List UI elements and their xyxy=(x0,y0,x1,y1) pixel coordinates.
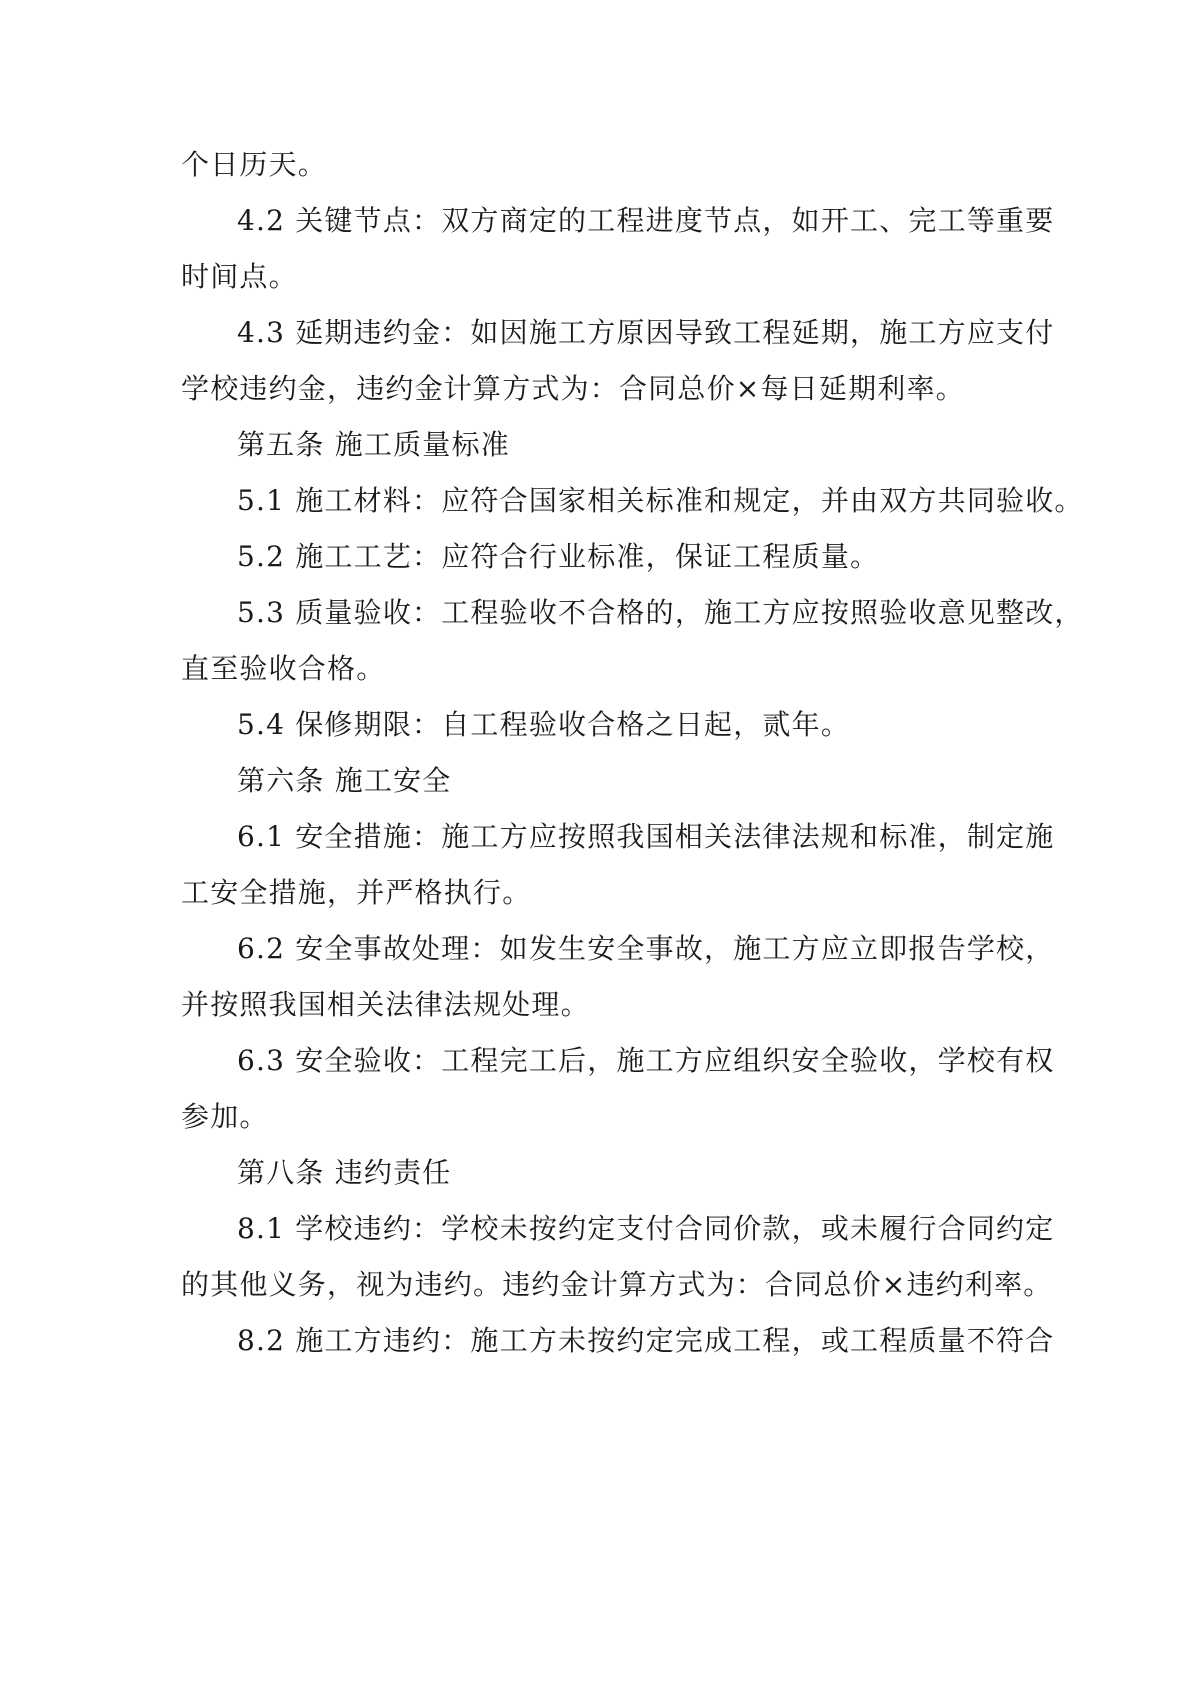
clause-8-1-line-1: 8.1 学校违约：学校未按约定支付合同价款，或未履行合同约定 xyxy=(237,1212,1055,1245)
clause-4-3-line-1: 4.3 延期违约金：如因施工方原因导致工程延期，施工方应支付 xyxy=(237,316,1055,349)
document-body xyxy=(181,137,1084,1369)
clause-6-3-line-1: 6.3 安全验收：工程完工后，施工方应组织安全验收，学校有权 xyxy=(237,1044,1055,1077)
clause-5-1-line-1: 5.1 施工材料：应符合国家相关标准和规定，并由双方共同验收。 xyxy=(237,484,1084,517)
clause-6-1-line-2: 工安全措施，并严格执行。 xyxy=(181,876,532,909)
clause-6-2-line-1: 6.2 安全事故处理：如发生安全事故，施工方应立即报告学校， xyxy=(237,932,1055,965)
text-line: 个日历天。 xyxy=(181,148,328,181)
clause-5-2-line-1: 5.2 施工工艺：应符合行业标准，保证工程质量。 xyxy=(237,540,880,573)
article-5-heading: 第五条 施工质量标准 xyxy=(237,428,510,461)
article-8-heading: 第八条 违约责任 xyxy=(237,1156,452,1189)
clause-5-3-line-2: 直至验收合格。 xyxy=(181,652,386,685)
clause-5-4-line-1: 5.4 保修期限：自工程验收合格之日起，贰年。 xyxy=(237,708,851,741)
clause-6-3-line-2: 参加。 xyxy=(181,1100,269,1133)
clause-6-1-line-1: 6.1 安全措施：施工方应按照我国相关法律法规和标准，制定施 xyxy=(237,820,1055,853)
clause-8-1-line-2: 的其他义务，视为违约。违约金计算方式为：合同总价×违约利率。 xyxy=(181,1268,1053,1301)
clause-6-2-line-2: 并按照我国相关法律法规处理。 xyxy=(181,988,590,1021)
clause-4-2-line-2: 时间点。 xyxy=(181,260,298,293)
clause-8-2-line-1: 8.2 施工方违约：施工方未按约定完成工程，或工程质量不符合 xyxy=(237,1324,1055,1357)
clause-5-3-line-1: 5.3 质量验收：工程验收不合格的，施工方应按照验收意见整改， xyxy=(237,596,1084,629)
article-6-heading: 第六条 施工安全 xyxy=(237,764,452,797)
clause-4-2-line-1: 4.2 关键节点：双方商定的工程进度节点，如开工、完工等重要 xyxy=(237,204,1055,237)
clause-4-3-line-2: 学校违约金，违约金计算方式为：合同总价×每日延期利率。 xyxy=(181,372,965,405)
